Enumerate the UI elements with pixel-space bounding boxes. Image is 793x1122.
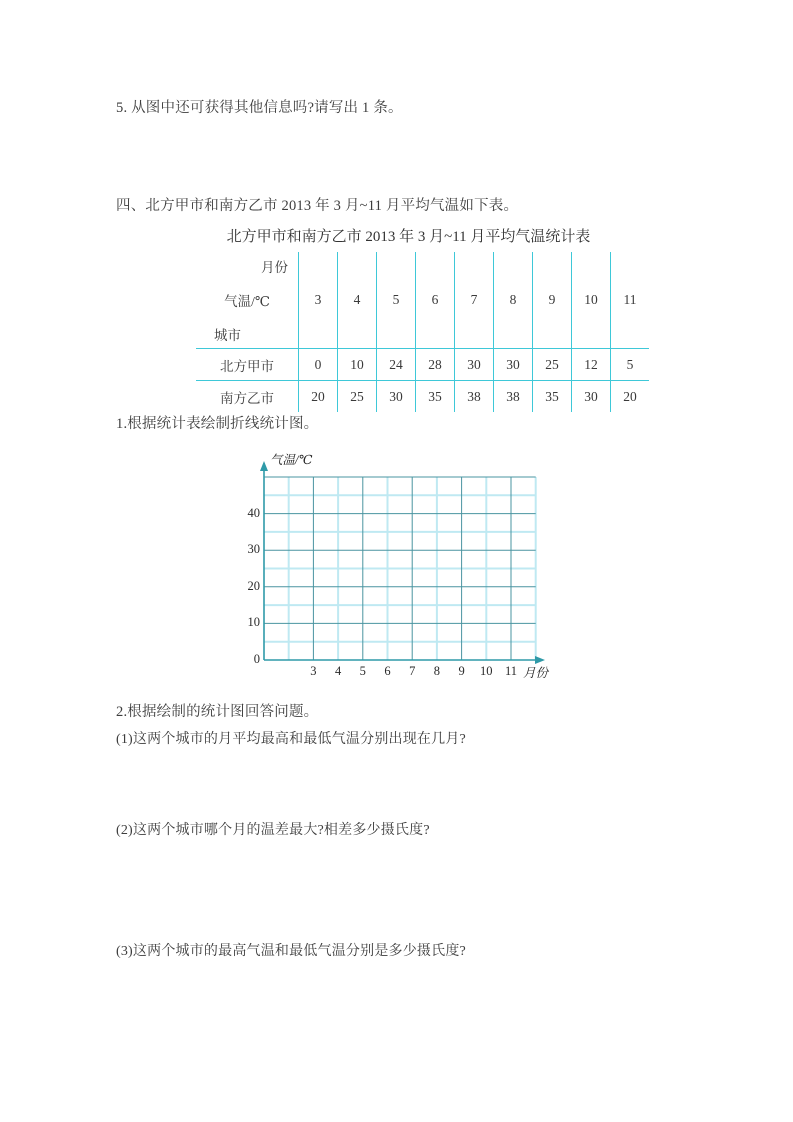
x-axis-tick-label: 4 (334, 664, 342, 678)
table-cell: 38 (494, 381, 533, 413)
table-header-row (196, 252, 649, 349)
corner-label-city: 城市 (214, 328, 241, 343)
table-row (196, 349, 649, 381)
table-cell: 12 (572, 349, 611, 381)
x-axis-tick-label: 6 (384, 664, 391, 678)
table-cell: 38 (455, 381, 494, 413)
table-corner-header (196, 252, 299, 349)
sub-question-1-text: (1)这两个城市的月平均最高和最低气温分别出现在几月? (116, 732, 466, 747)
table-cell: 30 (494, 349, 533, 381)
sub-question-2-text: (2)这两个城市哪个月的温差最大?相差多少摄氏度? (116, 823, 430, 838)
section-4-heading: 四、北方甲市和南方乙市 2013 年 3 月~11 月平均气温如下表。 (116, 198, 519, 214)
y-axis-tick-label: 30 (247, 542, 260, 557)
table-cell: 35 (416, 381, 455, 413)
statistics-table-title: 北方甲市和南方乙市 2013 年 3 月~11 月平均气温统计表 (226, 229, 591, 245)
chart-axes (264, 470, 536, 660)
table-cell: 30 (377, 381, 416, 413)
table-cell: 20 (611, 381, 650, 413)
corner-label-temperature: 气温/℃ (224, 294, 270, 309)
table-cell: 10 (338, 349, 377, 381)
chart-grid-svg (240, 448, 560, 688)
y-axis-tick-label: 40 (247, 505, 260, 520)
table-cell: 30 (455, 349, 494, 381)
x-axis-tick-label: 3 (310, 664, 317, 678)
corner-label-month: 月份 (261, 260, 288, 275)
y-axis-caption: 气温/℃ (270, 453, 313, 467)
x-axis-tick-label: 10 (480, 664, 493, 678)
table-cell: 35 (533, 381, 572, 413)
y-axis-arrow-icon (260, 461, 268, 471)
item-1-text: 1.根据统计表绘制折线统计图。 (116, 416, 319, 432)
month-header-cell: 9 (533, 252, 572, 349)
x-axis-tick-label: 8 (433, 664, 441, 678)
blank-line-chart (240, 448, 560, 688)
month-header-cell: 10 (572, 252, 611, 349)
table-cell: 20 (299, 381, 338, 413)
sub-question-3-text: (3)这两个城市的最高气温和最低气温分别是多少摄氏度? (116, 944, 466, 959)
table-cell: 28 (416, 349, 455, 381)
table-cell: 0 (299, 349, 338, 381)
item-2-text: 2.根据绘制的统计图回答问题。 (116, 704, 319, 720)
month-header-cell: 11 (611, 252, 650, 349)
temperature-statistics-table (196, 252, 649, 412)
grid-minor-lines (264, 477, 536, 660)
table-cell: 25 (338, 381, 377, 413)
table-cell: 25 (533, 349, 572, 381)
x-axis-tick-label: 11 (504, 664, 518, 678)
table-cell: 5 (611, 349, 650, 381)
table-row (196, 381, 649, 413)
table-cell: 24 (377, 349, 416, 381)
month-header-cell: 8 (494, 252, 533, 349)
month-header-cell: 3 (299, 252, 338, 349)
table-cell: 30 (572, 381, 611, 413)
x-axis-tick-label: 9 (458, 664, 465, 678)
month-header-cell: 4 (338, 252, 377, 349)
x-axis-caption: 月份 (523, 666, 549, 680)
question-5-text: 5. 从图中还可获得其他信息吗?请写出 1 条。 (116, 100, 403, 116)
x-axis-tick-label: 7 (409, 664, 416, 678)
month-header-cell: 7 (455, 252, 494, 349)
month-header-cell: 5 (377, 252, 416, 349)
y-axis-tick-label: 10 (247, 615, 260, 630)
y-axis-tick-label: 20 (247, 578, 260, 593)
row-label-city: 北方甲市 (196, 349, 299, 381)
row-label-city: 南方乙市 (196, 381, 299, 413)
y-axis-tick-label: 0 (253, 652, 260, 666)
x-axis-tick-label: 5 (359, 664, 366, 678)
month-header-cell: 6 (416, 252, 455, 349)
